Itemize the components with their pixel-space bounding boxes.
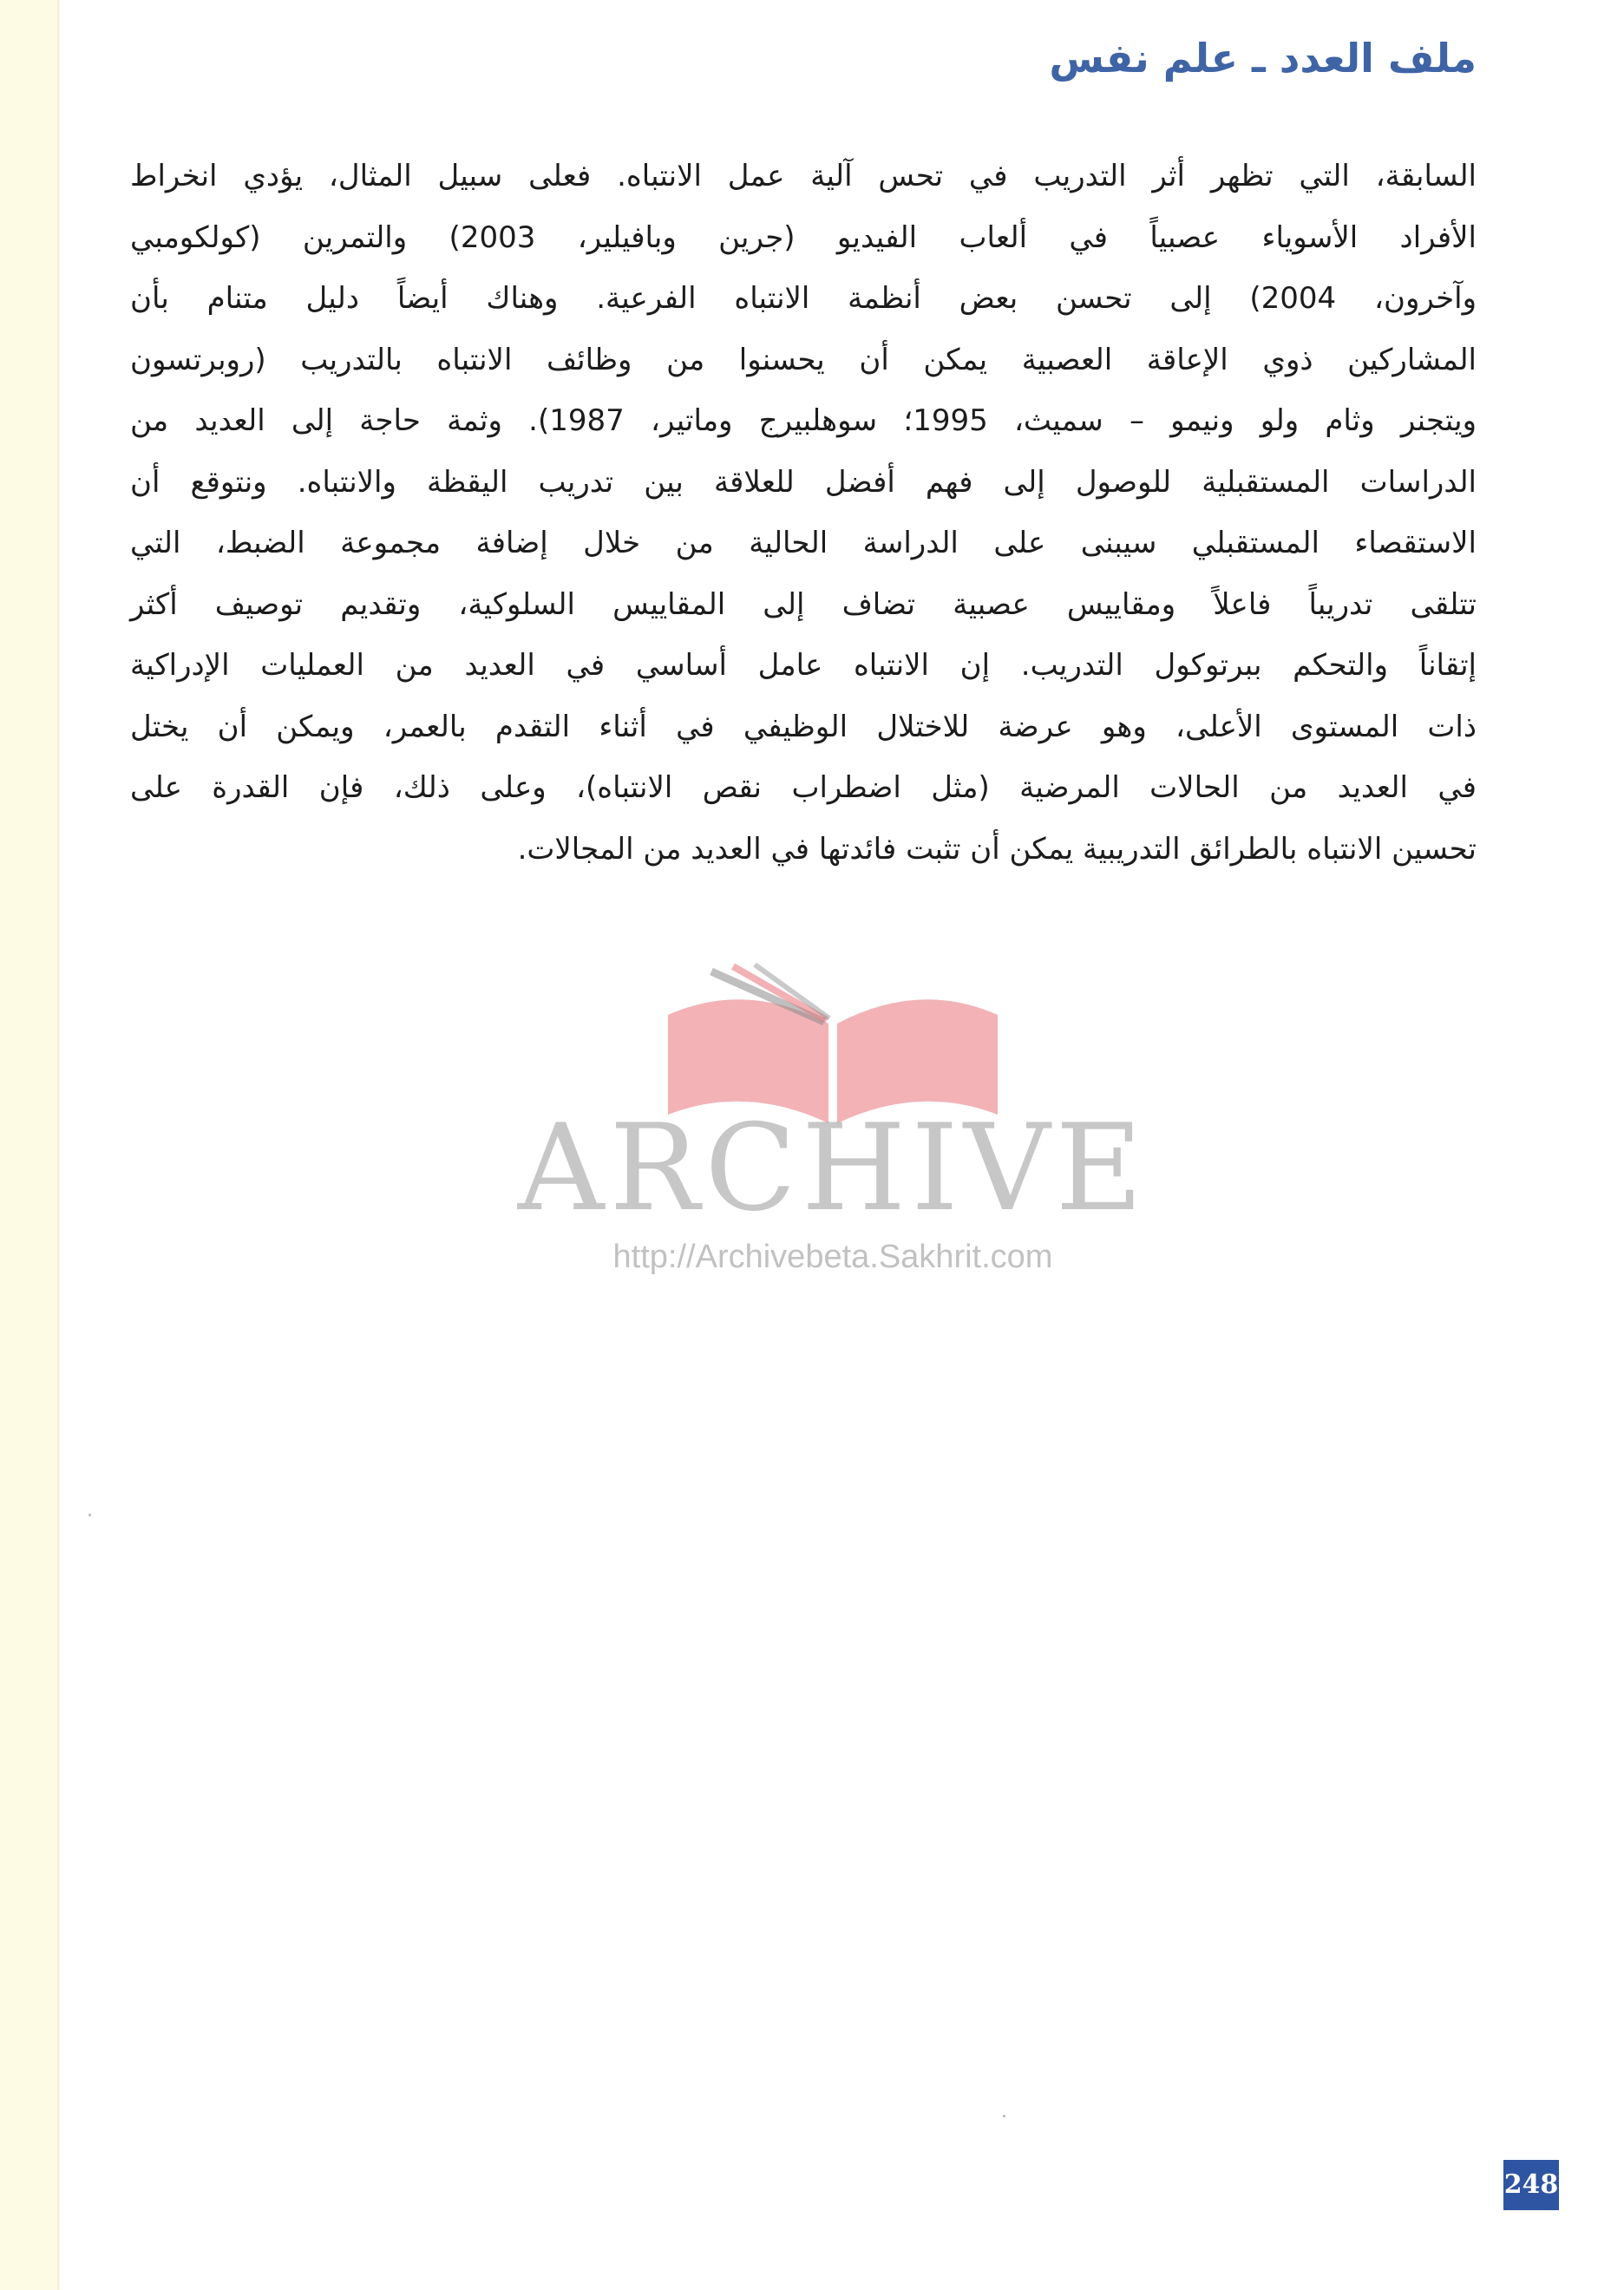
body-line: وآخرون، 2004) إلى تحسن بعض أنظمة الانتباه الفرعية. وهناك أيضاً دليل متنام بأن xyxy=(130,281,1477,316)
section-header: ملف العدد ـ علم نفس xyxy=(1049,35,1477,82)
page-number: 248 xyxy=(1503,2160,1559,2210)
body-line: ذات المستوى الأعلى، وهو عرضة للاختلال الوظيفي في أثناء التقدم بالعمر، ويمكن أن يختل xyxy=(130,709,1477,744)
body-line: ويتجنر وثام ولو ونيمو – سميث، 1995؛ سوهلبيرج وماتير، 1987). وثمة حاجة إلى العديد من xyxy=(130,403,1477,438)
scan-speck xyxy=(1003,2115,1005,2117)
page-margin-shadow xyxy=(57,0,61,2290)
watermark-title: ARCHIVE xyxy=(517,1098,1149,1238)
article-body xyxy=(130,146,1477,880)
archive-watermark xyxy=(486,963,1180,1292)
body-line: الدراسات المستقبلية للوصول إلى فهم أفضل للعلاقة بين تدريب اليقظة والانتباه. ونتوقع أن xyxy=(130,464,1477,500)
body-line: في العديد من الحالات المرضية (مثل اضطراب نقص الانتباه)، وعلى ذلك، فإن القدرة على xyxy=(130,770,1477,805)
body-line: تحسين الانتباه بالطرائق التدريبية يمكن أن تثبت فائدتها في العديد من المجالات. xyxy=(517,831,1477,867)
body-line: الاستقصاء المستقبلي سيبنى على الدراسة الحالية من خلال إضافة مجموعة الضبط، التي xyxy=(130,526,1477,560)
watermark-url: http://Archivebeta.Sakhrit.com xyxy=(612,1239,1053,1275)
body-line: الأفراد الأسوياء عصبياً في ألعاب الفيديو (جرين وبافيلير، 2003) والتمرين (كولكومبي xyxy=(130,219,1477,255)
body-line: إتقاناً والتحكم ببرتوكول التدريب. إن الانتباه عامل أساسي في العديد من العمليات الإدراكية xyxy=(130,648,1477,683)
body-line: السابقة، التي تظهر أثر التدريب في تحس آلية عمل الانتباه. فعلى سبيل المثال، يؤدي انخراط xyxy=(130,159,1477,193)
scan-speck xyxy=(88,1514,91,1516)
body-line: تتلقى تدريباً فاعلاً ومقاييس عصبية تضاف إلى المقاييس السلوكية، وتقديم توصيف أكثر xyxy=(130,586,1477,622)
page-margin-strip xyxy=(0,0,61,2290)
body-line: المشاركين ذوي الإعاقة العصبية يمكن أن يحسنوا من وظائف الانتباه بالتدريب (روبرتسون xyxy=(130,342,1477,377)
